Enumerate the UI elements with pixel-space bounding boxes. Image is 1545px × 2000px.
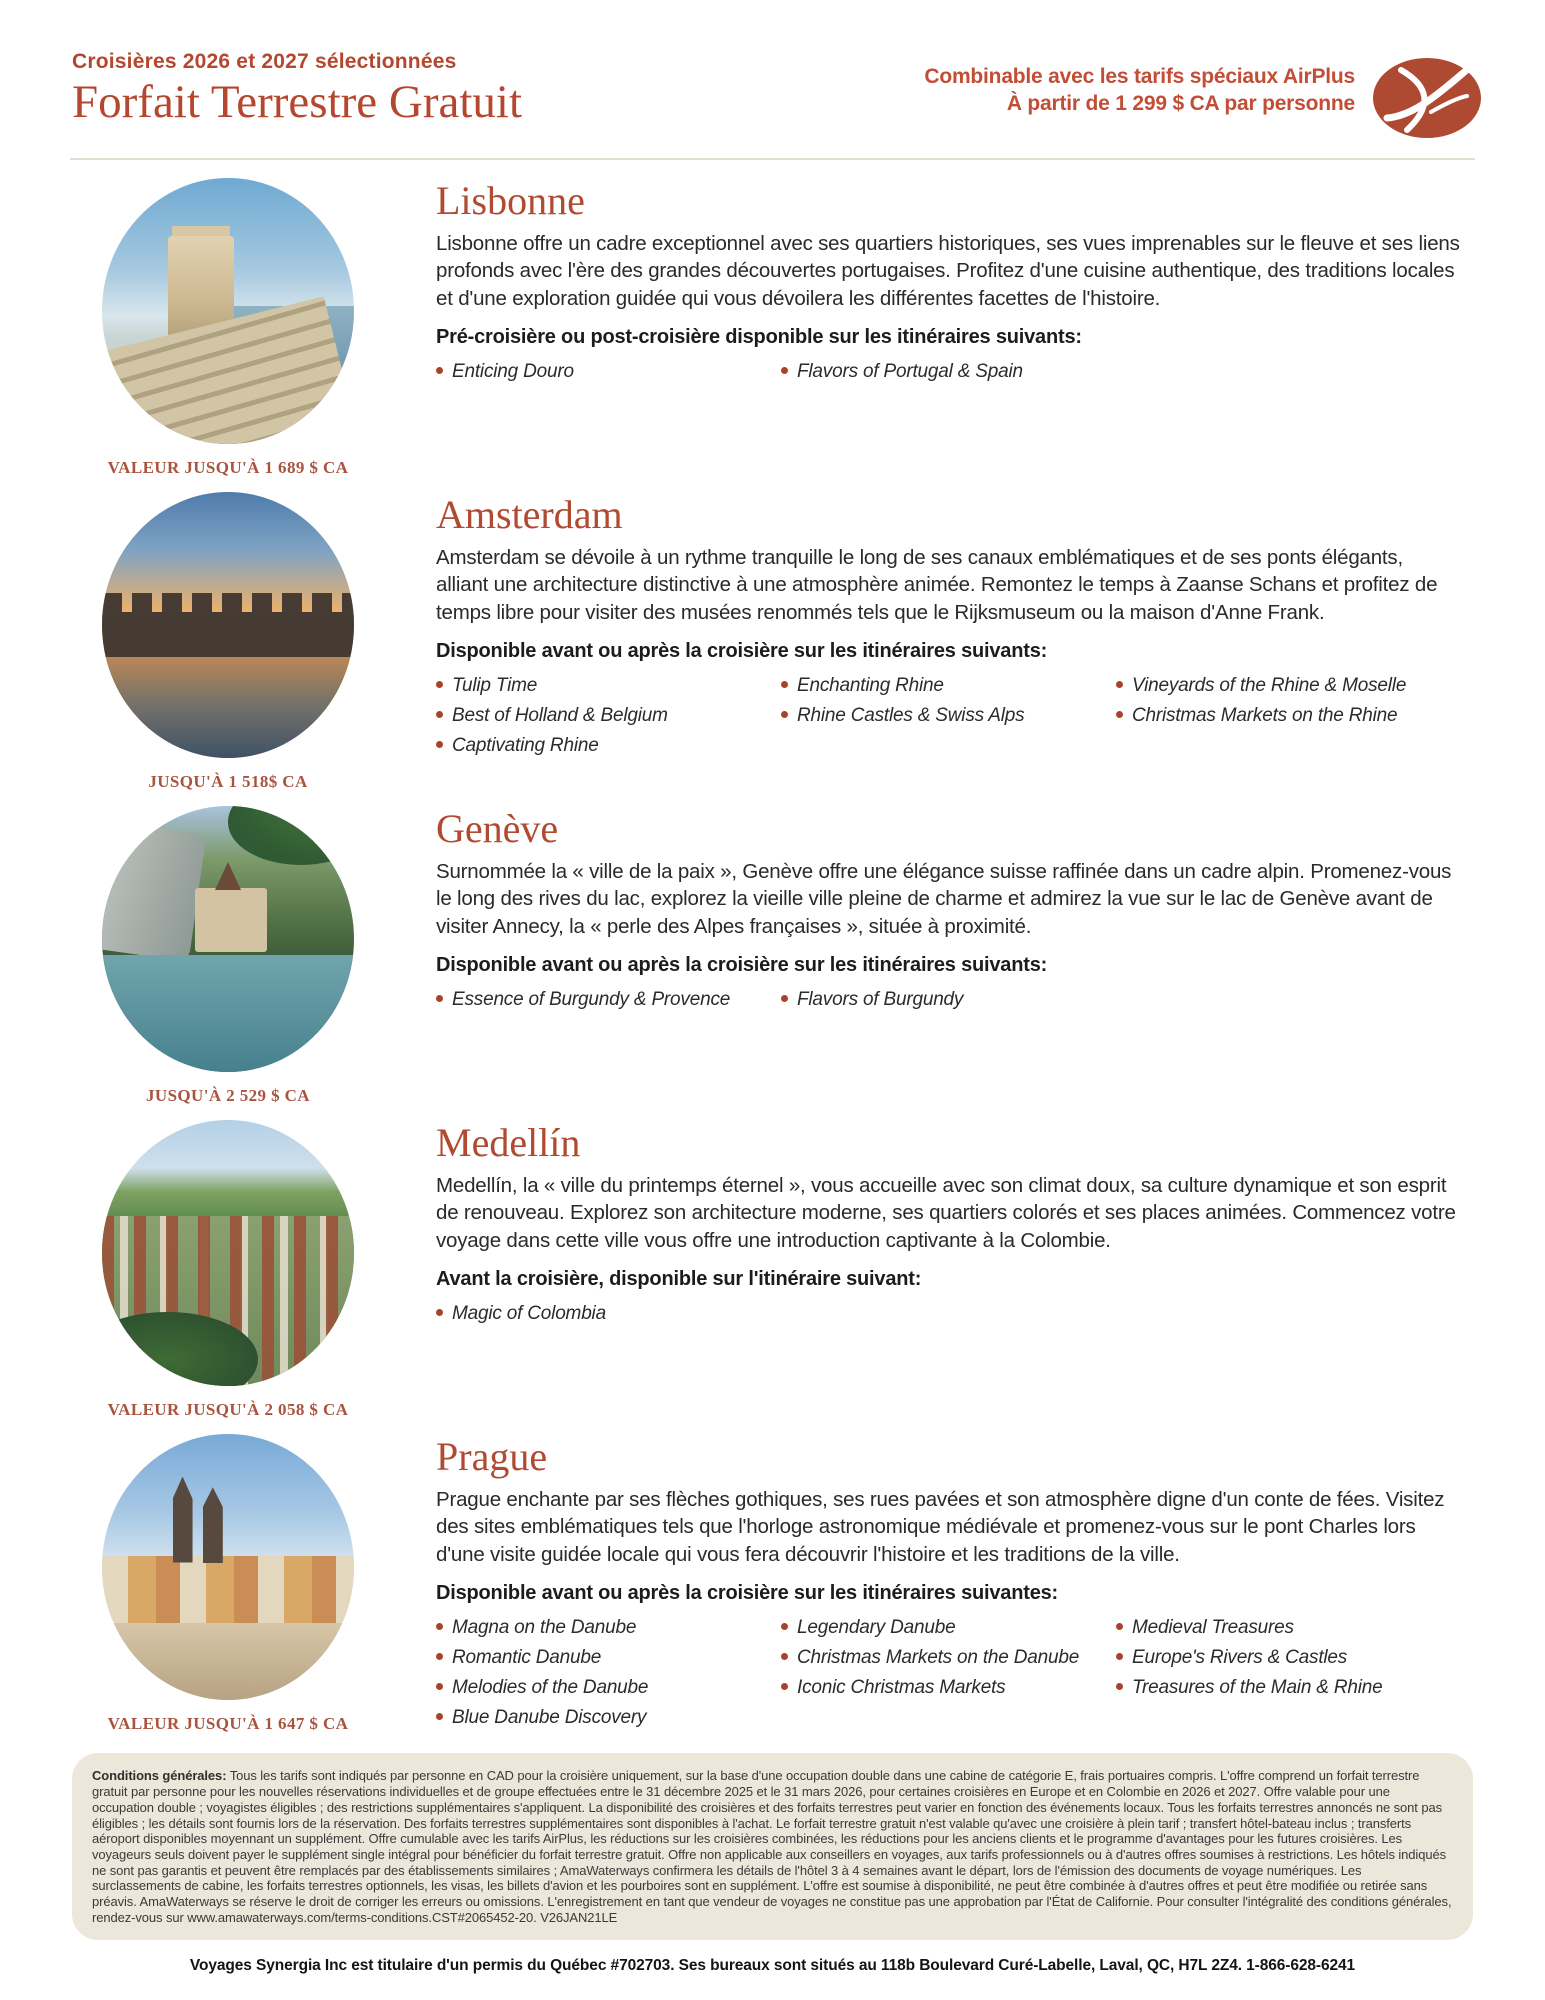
- itinerary-item: Flavors of Portugal & Spain: [781, 361, 1116, 383]
- promo-line-1: Combinable avec les tarifs spéciaux AirPlus: [924, 65, 1355, 88]
- bullet-dot-icon: [1116, 711, 1123, 718]
- medellin-text-column: [378, 1114, 1460, 1420]
- itinerary-item: Melodies of the Danube: [436, 1677, 781, 1699]
- bullet-dot-icon: [1116, 1623, 1123, 1630]
- conditions-box: [72, 1753, 1473, 1939]
- section-description: Prague enchante par ses flèches gothiques, ses rues pavées et son atmosphère digne d'un conte de fées. Visitez des sites emblématiques tels que l'horloge astronomique médiévale et promenez-vous sur le pont Charles lors d'une visite guidée locale qui vous fera découvrir l'histoire et les traditions de la ville.: [436, 1488, 1445, 1566]
- value-caption: JUSQU'À 2 529 $ CA: [146, 1086, 310, 1105]
- bullet-dot-icon: [436, 367, 443, 374]
- value-caption: VALEUR JUSQU'À 1 647 $ CA: [107, 1714, 349, 1733]
- lisbonne-text-column: [378, 172, 1460, 478]
- sections: [0, 160, 1545, 1737]
- itinerary-item: Essence of Burgundy & Provence: [436, 989, 781, 1011]
- section-title: Lisbonne: [436, 178, 585, 223]
- itinerary-item: Blue Danube Discovery: [436, 1707, 781, 1729]
- itineraries-heading: Pré-croisière ou post-croisière disponible sur les itinéraires suivants:: [436, 326, 1082, 349]
- medellin-photo: [102, 1120, 354, 1386]
- itinerary-item: Vineyards of the Rhine & Moselle: [1116, 675, 1406, 697]
- itinerary-item: Best of Holland & Belgium: [436, 705, 781, 727]
- itinerary-item: Magic of Colombia: [436, 1303, 781, 1325]
- amsterdam-text-column: [378, 486, 1460, 792]
- bullet-column: [436, 675, 781, 765]
- itinerary-list: [436, 675, 1460, 765]
- itinerary-item: Enchanting Rhine: [781, 675, 1116, 697]
- itinerary-item: Medieval Treasures: [1116, 1617, 1382, 1639]
- itinerary-list: [436, 361, 1460, 391]
- section-medellin: [0, 1114, 1545, 1420]
- bullet-dot-icon: [781, 1623, 788, 1630]
- header-eyebrow: Croisières 2026 et 2027 sélectionnées: [72, 50, 457, 73]
- itineraries-heading: Avant la croisière, disponible sur l'itinéraire suivant:: [436, 1268, 922, 1291]
- section-title: Amsterdam: [436, 492, 623, 537]
- itinerary-list: [436, 1303, 1460, 1333]
- bullet-column: [1116, 675, 1406, 765]
- section-title: Genève: [436, 806, 559, 851]
- photo-square-facades: [102, 1556, 354, 1625]
- itinerary-item: Tulip Time: [436, 675, 781, 697]
- promo-block: [924, 50, 1371, 118]
- bullet-column: [781, 675, 1116, 765]
- amsterdam-media-column: [78, 486, 378, 792]
- amawaterways-logo-icon: [1371, 56, 1483, 140]
- bullet-dot-icon: [781, 711, 788, 718]
- itinerary-list: [436, 1617, 1460, 1737]
- itinerary-item: Christmas Markets on the Rhine: [1116, 705, 1406, 727]
- prague-text-column: [378, 1428, 1460, 1737]
- itinerary-item: Captivating Rhine: [436, 735, 781, 757]
- photo-castle-roof: [215, 862, 241, 890]
- section-title: Prague: [436, 1434, 548, 1479]
- itineraries-heading: Disponible avant ou après la croisière sur les itinéraires suivants:: [436, 640, 1048, 663]
- lisbonne-media-column: [78, 172, 378, 478]
- itinerary-item: Rhine Castles & Swiss Alps: [781, 705, 1116, 727]
- conditions-text: Tous les tarifs sont indiqués par personne en CAD pour la croisière uniquement, sur la base d'une occupation double dans une cabine de catégorie E, frais portuaires compris. L'offre comprend un forfait terrestre gratuit par personne pour les nouvelles réservations individuelles et de groupe effectuées entre le 31 décembre 2025 et le 31 mars 2026, pour certaines croisières en Europe et en Colombie en 2026 et 2027. Offre valable pour une occupation double ; voyagistes éligibles ; des restrictions supplémentaires s'appliquent. La disponibilité des croisières et des forfaits terrestres peut varier en fonction des événements locaux. Tous les forfaits terrestres annoncés ne sont pas éligibles ; les détails sont fournis lors de la réservation. Des forfaits terrestres supplémentaires sont disponibles à l'achat. Le forfait terrestre gratuit n'est valable qu'avec une croisière à plein tarif ; transfert hôtel-bateau inclus ; transferts aéroport disponibles moyennant un supplément. Offre cumulable avec les tarifs AirPlus, les réductions sur les croisières combinées, les réductions pour les anciens clients et le programme d'avantages pour les futures croisières. Les voyageurs seuls doivent payer le supplément single intégral pour bénéficier du forfait terrestre gratuit. Offre non applicable aux conseillers en voyages, aux tarifs professionnels ou à d'autres offres soumises à restrictions. Les hôtels indiqués ne sont pas garantis et peuvent être remplacés par des établissements similaires ; AmaWaterways confirmera les détails de l'hôtel 3 à 4 semaines avant le départ, lors de l'émission des documents de voyage numériques. Les surclassements de cabine, les forfaits terrestres optionnels, les visas, les billets d'avion et les pourboires sont en supplément. L'offre est soumise à disponibilité, ne peut être combinée à d'autres offres et peut être modifiée ou retirée sans préavis. AmaWaterways se réserve le droit de corriger les erreurs ou omissions. L'enregistrement en tant que vendeur de voyages ne constitue pas une approbation par l'État de Californie. Pour consulter l'intégralité des conditions générales, rendez-vous sur www.amawaterways.com/terms-conditions.CST#2065452-20. V26JAN21LE: [92, 1768, 1452, 1925]
- bullet-column: [436, 361, 781, 391]
- itinerary-item: Iconic Christmas Markets: [781, 1677, 1116, 1699]
- header: [0, 0, 1545, 154]
- itinerary-item: Flavors of Burgundy: [781, 989, 1116, 1011]
- bullet-dot-icon: [781, 1683, 788, 1690]
- itinerary-list: [436, 989, 1460, 1019]
- bullet-dot-icon: [436, 1653, 443, 1660]
- itineraries-heading: Disponible avant ou après la croisière sur les itinéraires suivants:: [436, 954, 1048, 977]
- bullet-dot-icon: [781, 1653, 788, 1660]
- bullet-column: [781, 1617, 1116, 1737]
- section-description: Amsterdam se dévoile à un rythme tranquille le long de ses canaux emblématiques et de ses ponts élégants, alliant une architecture distinctive à une atmosphère animée. Remontez le temps à Zaanse Schans et profitez de temps libre pour visiter des musées renommés tels que le Rijksmuseum ou la maison d'Anne Frank.: [436, 546, 1438, 624]
- bullet-dot-icon: [436, 681, 443, 688]
- prague-media-column: [78, 1428, 378, 1737]
- itinerary-item: Legendary Danube: [781, 1617, 1116, 1639]
- bullet-dot-icon: [1116, 1653, 1123, 1660]
- bullet-dot-icon: [781, 367, 788, 374]
- photo-lake: [102, 955, 354, 1072]
- bullet-dot-icon: [781, 995, 788, 1002]
- prague-photo: [102, 1434, 354, 1700]
- photo-canal-houses: [102, 612, 354, 657]
- value-caption: VALEUR JUSQU'À 2 058 $ CA: [107, 1400, 349, 1419]
- section-prague: [0, 1428, 1545, 1737]
- bullet-column: [781, 989, 1116, 1019]
- conditions-label: Conditions générales:: [92, 1768, 227, 1784]
- itinerary-item: Christmas Markets on the Danube: [781, 1647, 1116, 1669]
- bullet-dot-icon: [436, 1683, 443, 1690]
- amsterdam-photo: [102, 492, 354, 758]
- value-caption: JUSQU'À 1 518$ CA: [148, 772, 308, 791]
- bullet-dot-icon: [781, 681, 788, 688]
- photo-castle: [195, 888, 267, 952]
- photo-canal-water: [102, 657, 354, 758]
- bullet-dot-icon: [436, 995, 443, 1002]
- lisbonne-photo: [102, 178, 354, 444]
- photo-cobblestone-square: [102, 1623, 354, 1700]
- footer-text: Voyages Synergia Inc est titulaire d'un permis du Québec #702703. Ses bureaux sont situés au 118b Boulevard Curé-Labelle, Laval, QC, H7L 2Z4. 1-866-628-6241: [189, 1956, 1356, 1974]
- bullet-dot-icon: [1116, 681, 1123, 688]
- bullet-dot-icon: [436, 1713, 443, 1720]
- bullet-dot-icon: [436, 1623, 443, 1630]
- section-title: Medellín: [436, 1120, 581, 1165]
- itinerary-item: Enticing Douro: [436, 361, 781, 383]
- itinerary-item: Europe's Rivers & Castles: [1116, 1647, 1382, 1669]
- bullet-column: [781, 361, 1116, 391]
- geneve-text-column: [378, 800, 1460, 1106]
- section-lisbonne: [0, 172, 1545, 478]
- bullet-column: [436, 1617, 781, 1737]
- promo-line-2: À partir de 1 299 $ CA par personne: [1006, 91, 1355, 115]
- geneve-photo: [102, 806, 354, 1072]
- bullet-column: [436, 989, 781, 1019]
- itineraries-heading: Disponible avant ou après la croisière sur les itinéraires suivantes:: [436, 1582, 1059, 1605]
- bullet-column: [436, 1303, 781, 1333]
- section-amsterdam: [0, 486, 1545, 792]
- section-geneve: [0, 800, 1545, 1106]
- section-description: Medellín, la « ville du printemps éternel », vous accueille avec son climat doux, sa culture dynamique et son esprit de renouveau. Explorez son architecture moderne, ses quartiers colorés et ses places animées. Commencez votre voyage dans cette ville vous offre une introduction captivante à la Colombie.: [436, 1174, 1456, 1252]
- value-caption: VALEUR JUSQU'À 1 689 $ CA: [107, 458, 349, 477]
- bullet-dot-icon: [436, 711, 443, 718]
- itinerary-item: Treasures of the Main & Rhine: [1116, 1677, 1382, 1699]
- itinerary-item: Romantic Danube: [436, 1647, 781, 1669]
- geneve-media-column: [78, 800, 378, 1106]
- photo-cliff: [102, 821, 206, 962]
- section-description: Surnommée la « ville de la paix », Genève offre une élégance suisse raffinée dans un cadre alpin. Promenez-vous le long des rives du lac, explorez la vieille ville pleine de charme et admirez la vue sur le lac de Genève avant de visiter Annecy, la « perle des Alpes françaises », située à proximité.: [436, 860, 1452, 938]
- header-titles: [72, 50, 522, 127]
- itinerary-item: Magna on the Danube: [436, 1617, 781, 1639]
- bullet-dot-icon: [1116, 1683, 1123, 1690]
- section-description: Lisbonne offre un cadre exceptionnel avec ses quartiers historiques, ses vues imprenables sur le fleuve et ses liens profonds avec l'ère des grandes découvertes portugaises. Profitez d'une cuisine authentique, des traditions locales et d'une exploration guidée qui vous dévoilera les différentes facettes de l'histoire.: [436, 232, 1460, 310]
- bullet-dot-icon: [436, 1309, 443, 1316]
- bullet-column: [1116, 1617, 1382, 1737]
- medellin-media-column: [78, 1114, 378, 1420]
- bullet-dot-icon: [436, 741, 443, 748]
- page-title: Forfait Terrestre Gratuit: [72, 76, 523, 128]
